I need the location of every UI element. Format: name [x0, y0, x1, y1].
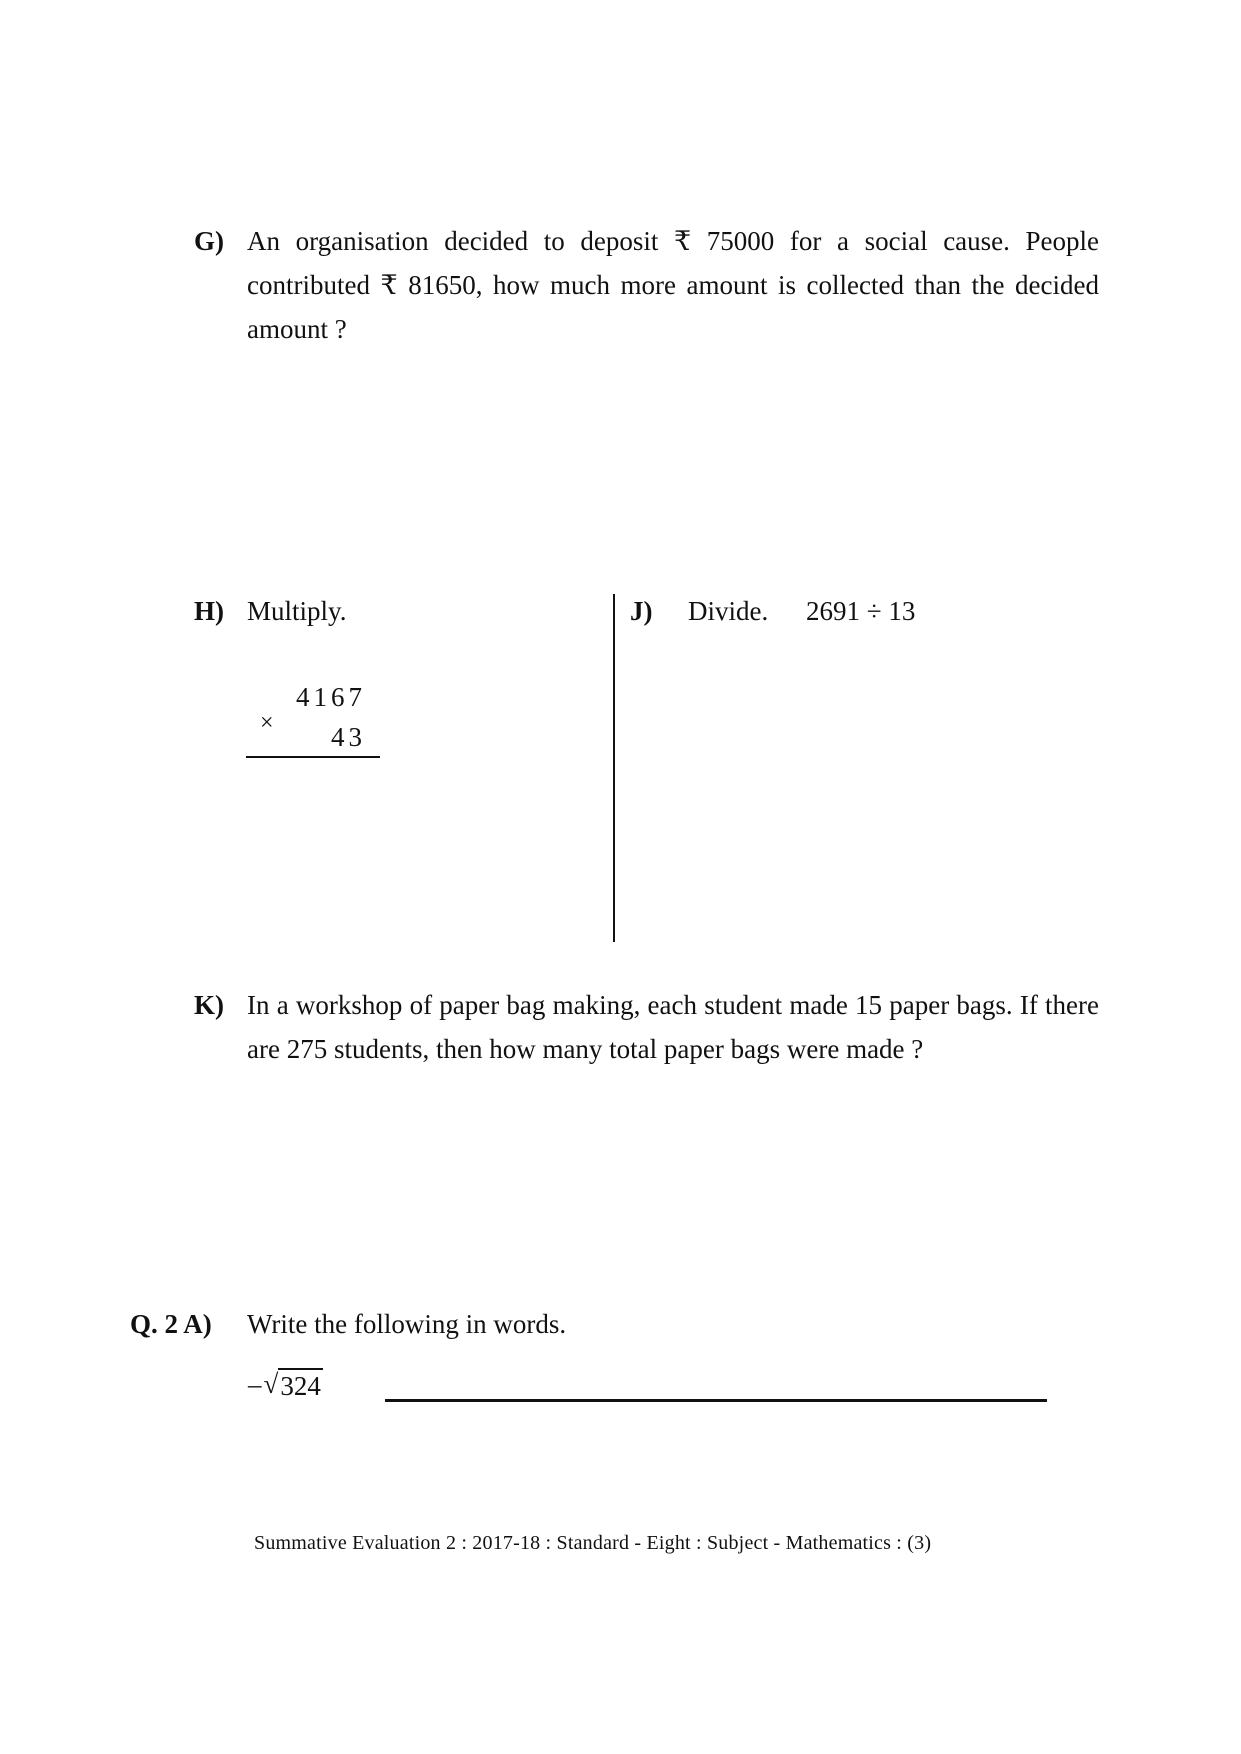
times-sign: ×	[260, 710, 274, 736]
multiplicand: 4167	[296, 682, 366, 712]
multiplication-rule	[246, 756, 380, 758]
radical-sign: √	[263, 1369, 279, 1399]
question-g-label: G)	[194, 226, 224, 256]
question-2a-text: Write the following in words.	[247, 1309, 567, 1339]
question-j-text: Divide.	[688, 596, 769, 626]
multiplier: 43	[331, 722, 366, 752]
column-divider	[613, 594, 615, 942]
question-k-label: K)	[194, 990, 224, 1020]
question-g-text: An organisation decided to deposit ₹ 75000 for a social cause. People contributed ₹ 81650, how much more amount is collected than the decided amount ?	[247, 226, 1099, 344]
negative-sign: –	[248, 1369, 262, 1399]
question-2a-label: Q. 2 A)	[130, 1309, 212, 1339]
radicand: 324	[278, 1368, 323, 1402]
question-h-text: Multiply.	[247, 596, 347, 626]
question-h-label: H)	[194, 596, 224, 626]
answer-line[interactable]	[385, 1399, 1047, 1402]
page-footer: Summative Evaluation 2 : 2017-18 : Standard - Eight : Subject - Mathematics : (3)	[254, 1532, 932, 1554]
negative-square-root-expression	[248, 1366, 323, 1402]
question-k-text: In a workshop of paper bag making, each student made 15 paper bags. If there are 275 students, then how many total paper bags were made ?	[247, 990, 1099, 1064]
division-expression: 2691 ÷ 13	[806, 596, 916, 626]
question-j-label: J)	[630, 596, 653, 626]
